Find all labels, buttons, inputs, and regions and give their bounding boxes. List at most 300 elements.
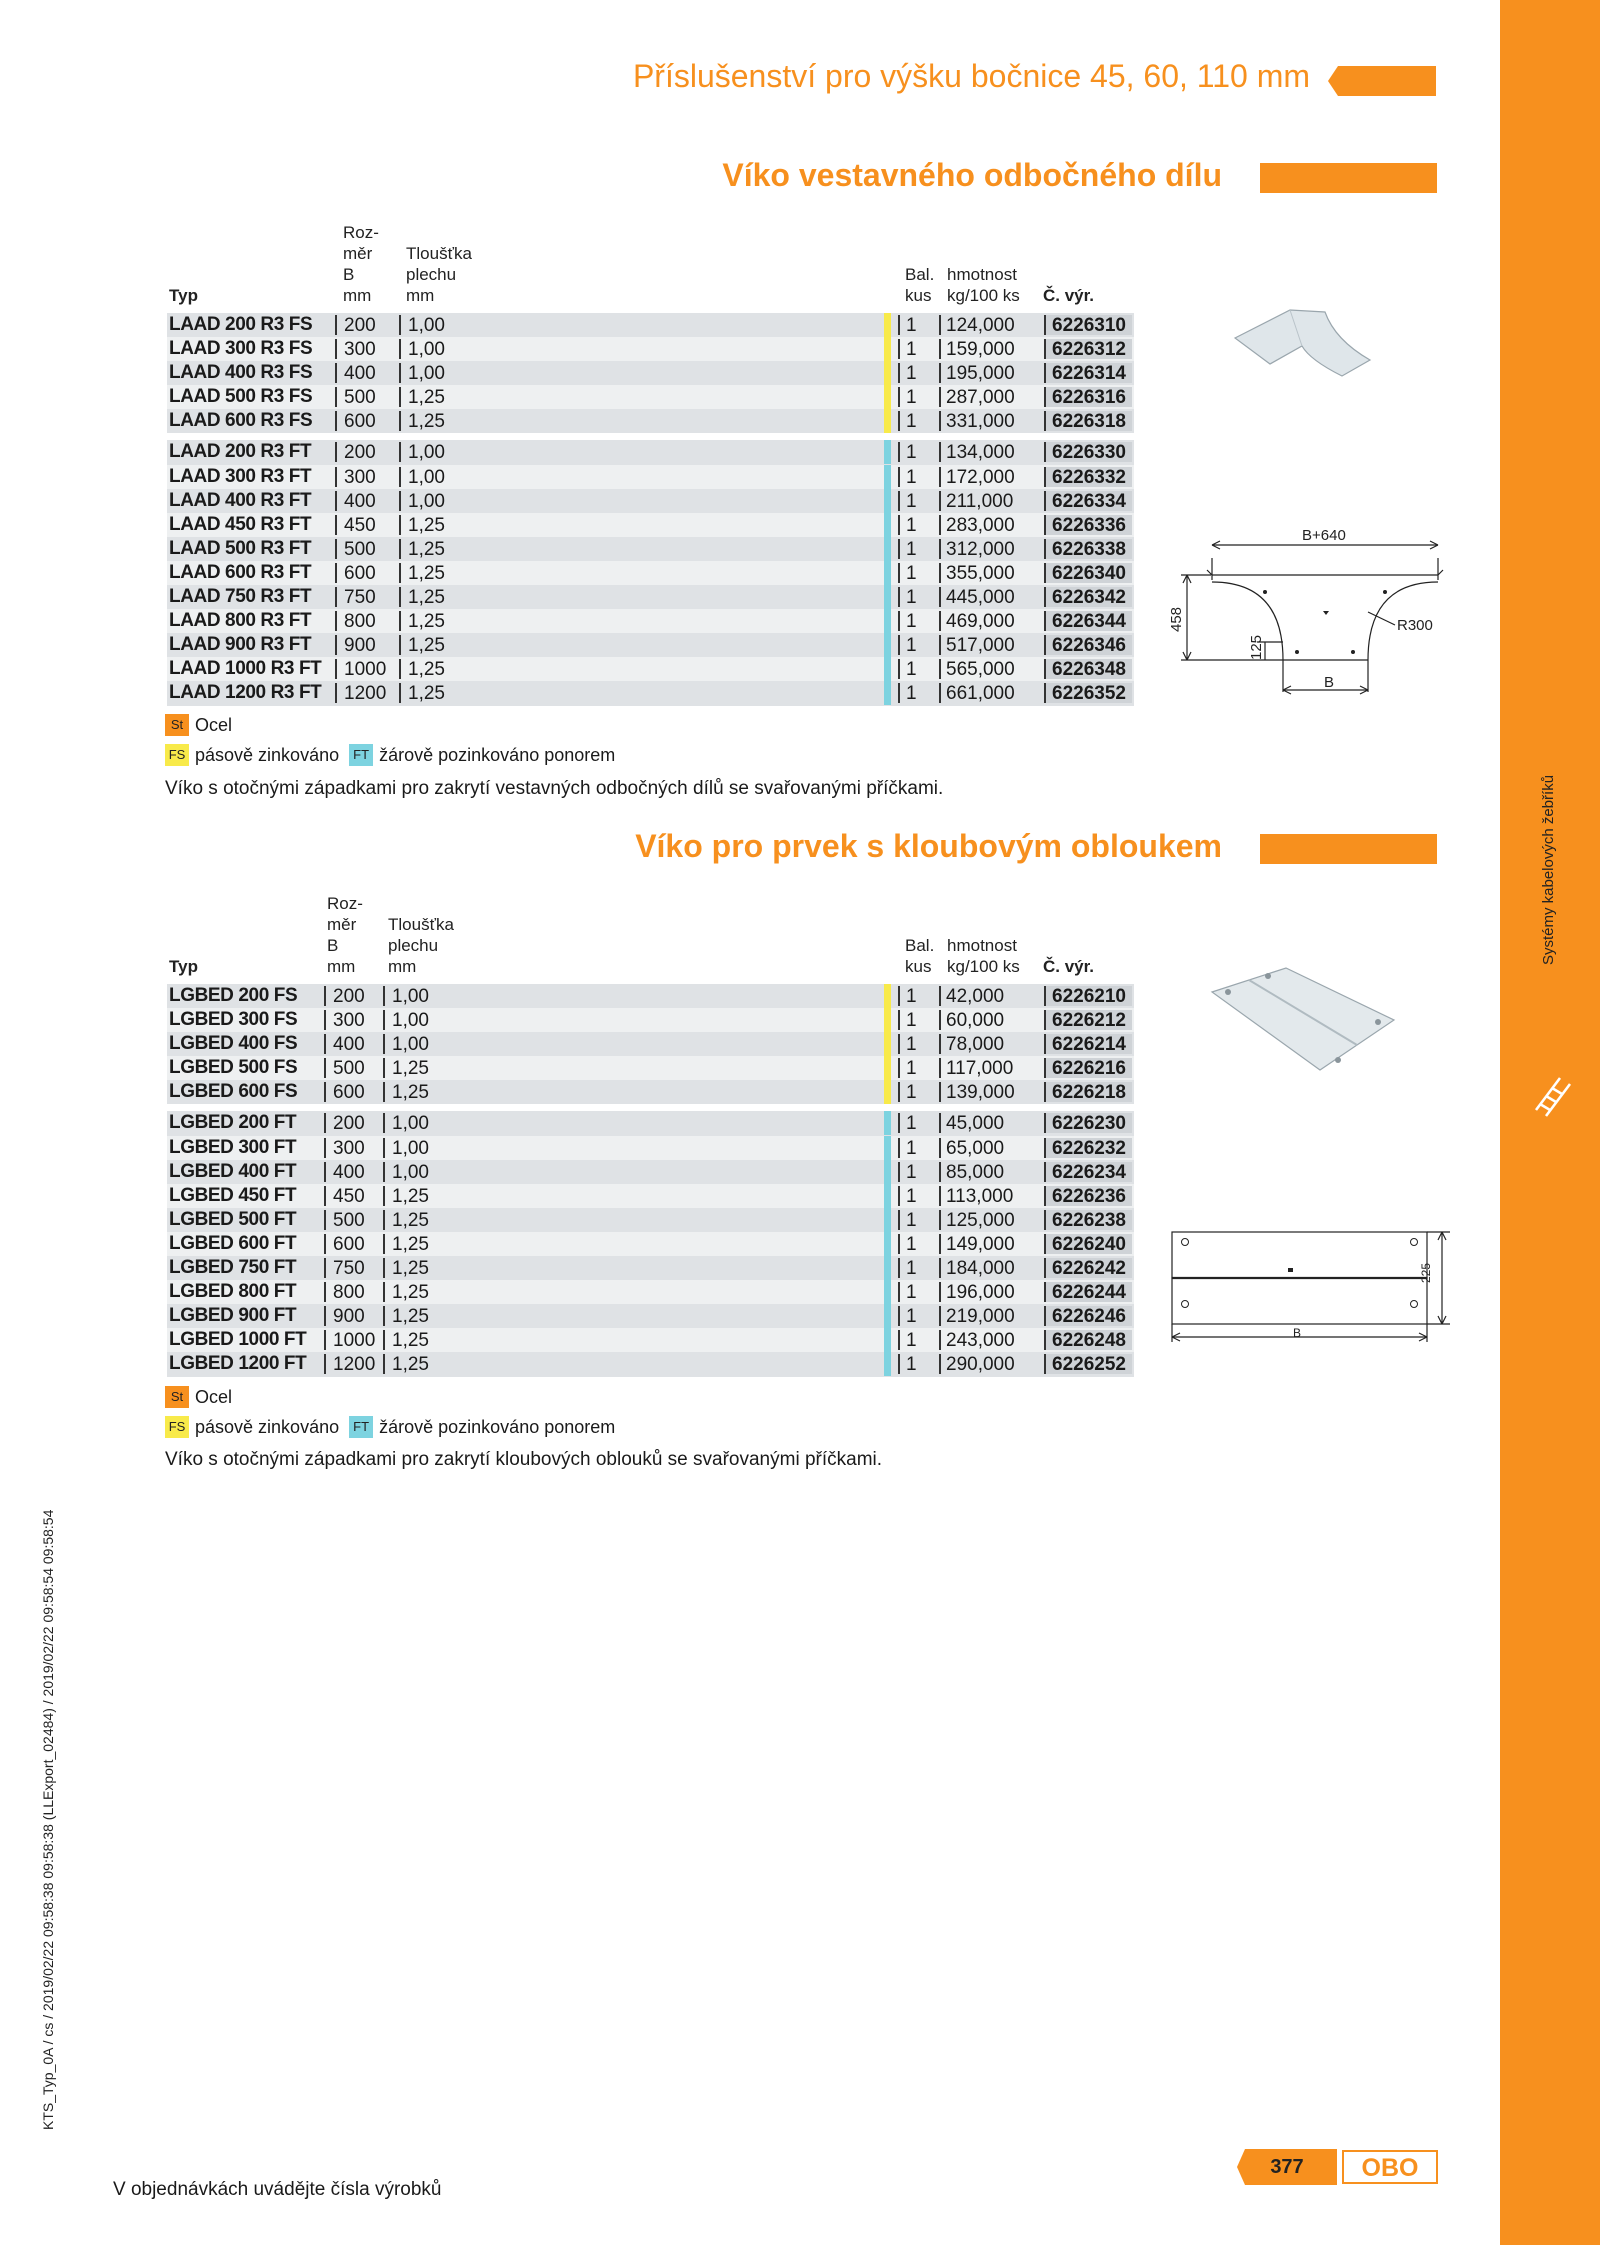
finish-marker xyxy=(884,313,891,337)
article-number: 6226252 xyxy=(1044,1354,1132,1374)
weight: 113,000 xyxy=(939,1186,1013,1206)
finish-marker xyxy=(884,1208,891,1232)
sheet-thickness: 1,00 xyxy=(383,1010,429,1030)
weight: 661,000 xyxy=(939,683,1015,703)
finish-marker xyxy=(884,513,891,537)
package-qty: 1 xyxy=(898,1034,917,1054)
product-type: LAAD 600 R3 FS xyxy=(169,410,313,432)
weight: 139,000 xyxy=(939,1082,1015,1102)
finish-marker xyxy=(884,1056,891,1080)
table-row xyxy=(167,1304,1134,1328)
header-tab-marker xyxy=(1328,66,1436,96)
col-head-tloustka: Tloušťka plechu xyxy=(406,244,472,284)
table-row xyxy=(167,681,1134,705)
article-number: 6226330 xyxy=(1044,442,1132,462)
table-row xyxy=(167,1032,1134,1056)
ft-label: žárově pozinkováno ponorem xyxy=(379,1416,616,1437)
weight: 312,000 xyxy=(939,539,1015,559)
sheet-thickness: 1,25 xyxy=(399,411,445,431)
width-b: 750 xyxy=(335,587,376,607)
article-number: 6226248 xyxy=(1044,1330,1132,1350)
product-type: LAAD 1000 R3 FT xyxy=(169,658,322,680)
product-type: LAAD 900 R3 FT xyxy=(169,634,312,656)
product-type: LAAD 500 R3 FS xyxy=(169,386,313,408)
col-head-hmotnost: hmotnost xyxy=(947,936,1017,955)
product-type: LGBED 400 FS xyxy=(169,1033,298,1055)
side-strip xyxy=(1500,0,1600,2245)
product-photo-hinged-bend-cover xyxy=(1208,960,1400,1075)
steel-badge: St xyxy=(165,714,189,736)
article-number: 6226234 xyxy=(1044,1162,1132,1182)
finish-marker xyxy=(884,657,891,681)
finish-marker xyxy=(884,465,891,489)
article-number: 6226312 xyxy=(1044,339,1132,359)
table-header-1 xyxy=(167,222,1134,312)
width-b: 400 xyxy=(335,491,376,511)
finish-marker xyxy=(884,609,891,633)
package-qty: 1 xyxy=(898,1354,917,1374)
col-head-cvyr: Č. výr. xyxy=(1043,286,1095,305)
article-number: 6226238 xyxy=(1044,1210,1132,1230)
product-group-fs xyxy=(167,313,1134,433)
finish-marker xyxy=(884,1032,891,1056)
ft-badge: FT xyxy=(349,1416,373,1438)
sheet-thickness: 1,00 xyxy=(399,339,445,359)
table-row xyxy=(167,1352,1134,1376)
product-type: LGBED 400 FT xyxy=(169,1160,297,1182)
weight: 243,000 xyxy=(939,1330,1015,1350)
article-number: 6226336 xyxy=(1044,515,1132,535)
weight: 565,000 xyxy=(939,659,1015,679)
table-row xyxy=(167,537,1134,561)
sheet-thickness: 1,25 xyxy=(383,1058,429,1078)
section-bar-1 xyxy=(1260,163,1437,193)
side-caption: Systémy kabelových žebříků xyxy=(1540,774,1557,966)
product-type: LAAD 200 R3 FT xyxy=(169,441,312,463)
finish-marker xyxy=(884,489,891,513)
product-type: LGBED 300 FS xyxy=(169,1009,298,1031)
article-number: 6226240 xyxy=(1044,1234,1132,1254)
weight: 124,000 xyxy=(939,315,1015,335)
package-qty: 1 xyxy=(898,587,917,607)
table-row xyxy=(167,1080,1134,1104)
section-description-2: Víko s otočnými západkami pro zakrytí kloubových oblouků se svařovanými příčkami. xyxy=(165,1449,883,1470)
col-head-kg: kg/100 ks xyxy=(947,286,1020,305)
sheet-thickness: 1,25 xyxy=(383,1210,429,1230)
width-b: 1000 xyxy=(324,1330,375,1350)
table-row xyxy=(167,657,1134,681)
sheet-thickness: 1,25 xyxy=(399,515,445,535)
article-number: 6226212 xyxy=(1044,1010,1132,1030)
package-qty: 1 xyxy=(898,515,917,535)
col-head-kus: kus xyxy=(905,957,932,976)
sheet-thickness: 1,25 xyxy=(383,1234,429,1254)
sheet-thickness: 1,00 xyxy=(399,315,445,335)
table-row xyxy=(167,1256,1134,1280)
finish-marker xyxy=(884,561,891,585)
product-type: LAAD 300 R3 FS xyxy=(169,338,313,360)
col-head-kus: kus xyxy=(905,286,932,305)
table-row xyxy=(167,1328,1134,1352)
weight: 469,000 xyxy=(939,611,1015,631)
product-type: LGBED 300 FT xyxy=(169,1136,297,1158)
sheet-thickness: 1,00 xyxy=(383,1034,429,1054)
finish-marker xyxy=(884,1184,891,1208)
finish-marker xyxy=(884,337,891,361)
package-qty: 1 xyxy=(898,339,917,359)
product-table-2 xyxy=(167,984,1134,1377)
article-number: 6226232 xyxy=(1044,1138,1132,1158)
weight: 283,000 xyxy=(939,515,1015,535)
page-header-title: Příslušenství pro výšku bočnice 45, 60, 110 mm xyxy=(632,58,1310,94)
table-row xyxy=(167,1111,1134,1135)
sheet-thickness: 1,25 xyxy=(399,539,445,559)
product-type: LAAD 450 R3 FT xyxy=(169,513,312,535)
package-qty: 1 xyxy=(898,635,917,655)
package-qty: 1 xyxy=(898,387,917,407)
product-type: LAAD 200 R3 FS xyxy=(169,314,313,335)
product-type: LGBED 750 FT xyxy=(169,1257,297,1279)
width-b: 450 xyxy=(324,1186,365,1206)
steel-label: Ocel xyxy=(195,1386,233,1407)
col-head-cvyr: Č. výr. xyxy=(1043,957,1095,976)
finish-marker xyxy=(884,1008,891,1032)
finish-marker xyxy=(884,1280,891,1304)
sheet-thickness: 1,25 xyxy=(383,1306,429,1326)
table-row xyxy=(167,609,1134,633)
product-type: LGBED 200 FT xyxy=(169,1112,297,1134)
package-qty: 1 xyxy=(898,611,917,631)
article-number: 6226344 xyxy=(1044,611,1132,631)
article-number: 6226314 xyxy=(1044,363,1132,383)
article-number: 6226230 xyxy=(1044,1113,1132,1133)
width-b: 800 xyxy=(324,1282,365,1302)
col-head-typ: Typ xyxy=(169,957,198,976)
sheet-thickness: 1,00 xyxy=(383,1138,429,1158)
article-number: 6226214 xyxy=(1044,1034,1132,1054)
logo-text: OBO xyxy=(1361,2154,1419,2182)
sheet-thickness: 1,00 xyxy=(399,467,445,487)
width-b: 1200 xyxy=(324,1354,375,1374)
table-row xyxy=(167,1008,1134,1032)
weight: 117,000 xyxy=(939,1058,1013,1078)
table-row xyxy=(167,585,1134,609)
width-b: 900 xyxy=(335,635,376,655)
sheet-thickness: 1,25 xyxy=(399,635,445,655)
package-qty: 1 xyxy=(898,539,917,559)
sheet-thickness: 1,25 xyxy=(399,611,445,631)
width-b: 500 xyxy=(335,387,376,407)
width-b: 600 xyxy=(335,563,376,583)
product-type: LAAD 600 R3 FT xyxy=(169,561,312,583)
weight: 290,000 xyxy=(939,1354,1015,1374)
sheet-thickness: 1,25 xyxy=(383,1258,429,1278)
table-row xyxy=(167,513,1134,537)
col-head-mm: mm xyxy=(343,286,372,305)
package-qty: 1 xyxy=(898,467,917,487)
width-b: 1200 xyxy=(335,683,386,703)
width-b: 500 xyxy=(324,1058,365,1078)
product-type: LGBED 900 FT xyxy=(169,1305,297,1327)
finish-marker xyxy=(884,984,891,1008)
product-type: LAAD 1200 R3 FT xyxy=(169,682,322,704)
cable-ladder-icon xyxy=(1530,1070,1576,1122)
package-qty: 1 xyxy=(898,1186,917,1206)
article-number: 6226310 xyxy=(1044,315,1132,335)
product-type: LGBED 800 FT xyxy=(169,1281,297,1303)
weight: 149,000 xyxy=(939,1234,1015,1254)
finish-marker xyxy=(884,537,891,561)
dim-label-height: 458 xyxy=(1168,606,1185,632)
product-type: LAAD 300 R3 FT xyxy=(169,465,312,487)
package-qty: 1 xyxy=(898,411,917,431)
article-number: 6226316 xyxy=(1044,387,1132,407)
table-row xyxy=(167,465,1134,489)
dim-label-radius: R300 xyxy=(1397,617,1433,634)
product-type: LGBED 500 FT xyxy=(169,1208,297,1230)
sheet-thickness: 1,25 xyxy=(383,1082,429,1102)
package-qty: 1 xyxy=(898,1210,917,1230)
product-group-ft xyxy=(167,440,1134,705)
package-qty: 1 xyxy=(898,986,917,1006)
article-number: 6226318 xyxy=(1044,411,1132,431)
sheet-thickness: 1,25 xyxy=(383,1186,429,1206)
package-qty: 1 xyxy=(898,491,917,511)
weight: 184,000 xyxy=(939,1258,1015,1278)
article-number: 6226236 xyxy=(1044,1186,1132,1206)
col-head-bal: Bal. xyxy=(905,936,935,955)
width-b: 200 xyxy=(335,315,376,335)
dim-label-bottom: B xyxy=(1324,674,1335,691)
finish-marker xyxy=(884,681,891,705)
product-type: LGBED 600 FT xyxy=(169,1232,297,1254)
product-type: LGBED 600 FS xyxy=(169,1081,298,1103)
sheet-thickness: 1,00 xyxy=(399,442,445,462)
fs-label: pásově zinkováno xyxy=(195,1416,340,1437)
weight: 445,000 xyxy=(939,587,1015,607)
weight: 45,000 xyxy=(939,1113,1004,1133)
package-qty: 1 xyxy=(898,1258,917,1278)
package-qty: 1 xyxy=(898,442,917,462)
section-description-1: Víko s otočnými západkami pro zakrytí vestavných odbočných dílů se svařovanými příčkami. xyxy=(165,778,944,799)
col-head-bal: Bal. xyxy=(905,265,935,284)
width-b: 500 xyxy=(335,539,376,559)
table-row xyxy=(167,409,1134,433)
weight: 172,000 xyxy=(939,467,1015,487)
table-row xyxy=(167,984,1134,1008)
width-b: 1000 xyxy=(335,659,386,679)
section-bar-2 xyxy=(1260,834,1437,864)
article-number: 6226352 xyxy=(1044,683,1132,703)
legend-1 xyxy=(165,714,625,774)
product-table-1 xyxy=(167,313,1134,706)
sheet-thickness: 1,25 xyxy=(399,683,445,703)
finish-marker xyxy=(884,440,891,464)
ft-label: žárově pozinkováno ponorem xyxy=(379,744,616,765)
table-row xyxy=(167,1232,1134,1256)
sheet-thickness: 1,25 xyxy=(399,587,445,607)
weight: 196,000 xyxy=(939,1282,1015,1302)
width-b: 400 xyxy=(324,1034,365,1054)
col-head-typ: Typ xyxy=(169,286,198,305)
dim-label-inner: 125 xyxy=(1248,634,1265,660)
table-row xyxy=(167,1280,1134,1304)
weight: 355,000 xyxy=(939,563,1015,583)
product-type: LAAD 800 R3 FT xyxy=(169,610,312,632)
product-photo-branch-cover xyxy=(1230,300,1380,380)
dim-label-top: B+640 xyxy=(1302,527,1346,544)
ft-badge: FT xyxy=(349,744,373,766)
col-head-mm: mm xyxy=(406,286,435,305)
package-qty: 1 xyxy=(898,1113,917,1133)
width-b: 600 xyxy=(324,1082,365,1102)
col-head-mm: mm xyxy=(327,957,356,976)
table-header-2 xyxy=(167,893,1134,983)
technical-drawing-branch-cover xyxy=(1165,520,1445,710)
width-b: 600 xyxy=(335,411,376,431)
product-type: LAAD 400 R3 FS xyxy=(169,362,313,384)
sheet-thickness: 1,00 xyxy=(383,1113,429,1133)
fs-label: pásově zinkováno xyxy=(195,744,340,765)
package-qty: 1 xyxy=(898,1306,917,1326)
package-qty: 1 xyxy=(898,1234,917,1254)
article-number: 6226342 xyxy=(1044,587,1132,607)
package-qty: 1 xyxy=(898,1138,917,1158)
width-b: 600 xyxy=(324,1234,365,1254)
legend-2 xyxy=(165,1386,625,1446)
finish-marker xyxy=(884,1080,891,1104)
table-row xyxy=(167,561,1134,585)
product-type: LGBED 500 FS xyxy=(169,1057,298,1079)
steel-badge: St xyxy=(165,1386,189,1408)
weight: 287,000 xyxy=(939,387,1015,407)
width-b: 800 xyxy=(335,611,376,631)
package-qty: 1 xyxy=(898,1058,917,1078)
table-row xyxy=(167,1136,1134,1160)
finish-marker xyxy=(884,1136,891,1160)
product-type: LGBED 200 FS xyxy=(169,985,298,1006)
steel-label: Ocel xyxy=(195,714,233,735)
width-b: 500 xyxy=(324,1210,365,1230)
article-number: 6226246 xyxy=(1044,1306,1132,1326)
table-row xyxy=(167,385,1134,409)
article-number: 6226218 xyxy=(1044,1082,1132,1102)
table-row xyxy=(167,313,1134,337)
package-qty: 1 xyxy=(898,363,917,383)
weight: 211,000 xyxy=(939,491,1013,511)
table-row xyxy=(167,361,1134,385)
sheet-thickness: 1,00 xyxy=(399,363,445,383)
order-note: V objednávkách uvádějte čísla výrobků xyxy=(113,2179,442,2200)
package-qty: 1 xyxy=(898,683,917,703)
sheet-thickness: 1,25 xyxy=(399,563,445,583)
finish-marker xyxy=(884,585,891,609)
sheet-thickness: 1,25 xyxy=(383,1282,429,1302)
sheet-thickness: 1,00 xyxy=(383,1162,429,1182)
weight: 85,000 xyxy=(939,1162,1004,1182)
obo-logo xyxy=(1342,2150,1438,2184)
package-qty: 1 xyxy=(898,1010,917,1030)
product-type: LGBED 450 FT xyxy=(169,1184,297,1206)
article-number: 6226242 xyxy=(1044,1258,1132,1278)
package-qty: 1 xyxy=(898,659,917,679)
weight: 42,000 xyxy=(939,986,1004,1006)
finish-marker xyxy=(884,1160,891,1184)
finish-marker xyxy=(884,385,891,409)
weight: 78,000 xyxy=(939,1034,1004,1054)
page-number: 377 xyxy=(1270,2156,1304,2178)
col-head-kg: kg/100 ks xyxy=(947,957,1020,976)
sheet-thickness: 1,00 xyxy=(383,986,429,1006)
table-row xyxy=(167,633,1134,657)
finish-marker xyxy=(884,1111,891,1135)
weight: 125,000 xyxy=(939,1210,1015,1230)
table-row xyxy=(167,1160,1134,1184)
article-number: 6226338 xyxy=(1044,539,1132,559)
weight: 219,000 xyxy=(939,1306,1015,1326)
table-row xyxy=(167,1184,1134,1208)
weight: 195,000 xyxy=(939,363,1015,383)
width-b: 400 xyxy=(324,1162,365,1182)
finish-marker xyxy=(884,409,891,433)
dim-label-height: 225 xyxy=(1419,1262,1433,1283)
export-meta: KTS_Typ_0A / cs / 2019/02/22 09:58:38 09:58:38 (LLExport_02484) / 2019/02/22 09:58:54 09:58:54 xyxy=(40,1509,56,2130)
finish-marker xyxy=(884,361,891,385)
article-number: 6226348 xyxy=(1044,659,1132,679)
width-b: 300 xyxy=(335,339,376,359)
width-b: 300 xyxy=(335,467,376,487)
article-number: 6226332 xyxy=(1044,467,1132,487)
col-head-rozmer: Roz- měr B xyxy=(343,223,379,284)
table-row xyxy=(167,440,1134,464)
width-b: 300 xyxy=(324,1138,365,1158)
product-type: LGBED 1000 FT xyxy=(169,1329,307,1351)
package-qty: 1 xyxy=(898,315,917,335)
col-head-tloustka: Tloušťka plechu xyxy=(388,915,454,955)
package-qty: 1 xyxy=(898,1082,917,1102)
product-type: LAAD 500 R3 FT xyxy=(169,537,312,559)
section-title-1: Víko vestavného odbočného dílu xyxy=(722,157,1222,193)
weight: 134,000 xyxy=(939,442,1015,462)
package-qty: 1 xyxy=(898,1162,917,1182)
fs-badge: FS xyxy=(165,744,189,766)
article-number: 6226334 xyxy=(1044,491,1132,511)
article-number: 6226346 xyxy=(1044,635,1132,655)
product-group-ft xyxy=(167,1111,1134,1376)
article-number: 6226244 xyxy=(1044,1282,1132,1302)
col-head-mm: mm xyxy=(388,957,417,976)
article-number: 6226210 xyxy=(1044,986,1132,1006)
sheet-thickness: 1,25 xyxy=(383,1354,429,1374)
width-b: 900 xyxy=(324,1306,365,1326)
weight: 60,000 xyxy=(939,1010,1004,1030)
finish-marker xyxy=(884,1232,891,1256)
section-title-2: Víko pro prvek s kloubovým obloukem xyxy=(635,828,1222,864)
weight: 331,000 xyxy=(939,411,1015,431)
dim-label-bottom: B xyxy=(1293,1326,1302,1340)
product-group-fs xyxy=(167,984,1134,1104)
finish-marker xyxy=(884,1304,891,1328)
col-head-rozmer: Roz- měr B xyxy=(327,894,363,955)
width-b: 450 xyxy=(335,515,376,535)
weight: 159,000 xyxy=(939,339,1015,359)
width-b: 400 xyxy=(335,363,376,383)
sheet-thickness: 1,25 xyxy=(383,1330,429,1350)
weight: 517,000 xyxy=(939,635,1015,655)
sheet-thickness: 1,00 xyxy=(399,491,445,511)
table-row xyxy=(167,337,1134,361)
fs-badge: FS xyxy=(165,1416,189,1438)
